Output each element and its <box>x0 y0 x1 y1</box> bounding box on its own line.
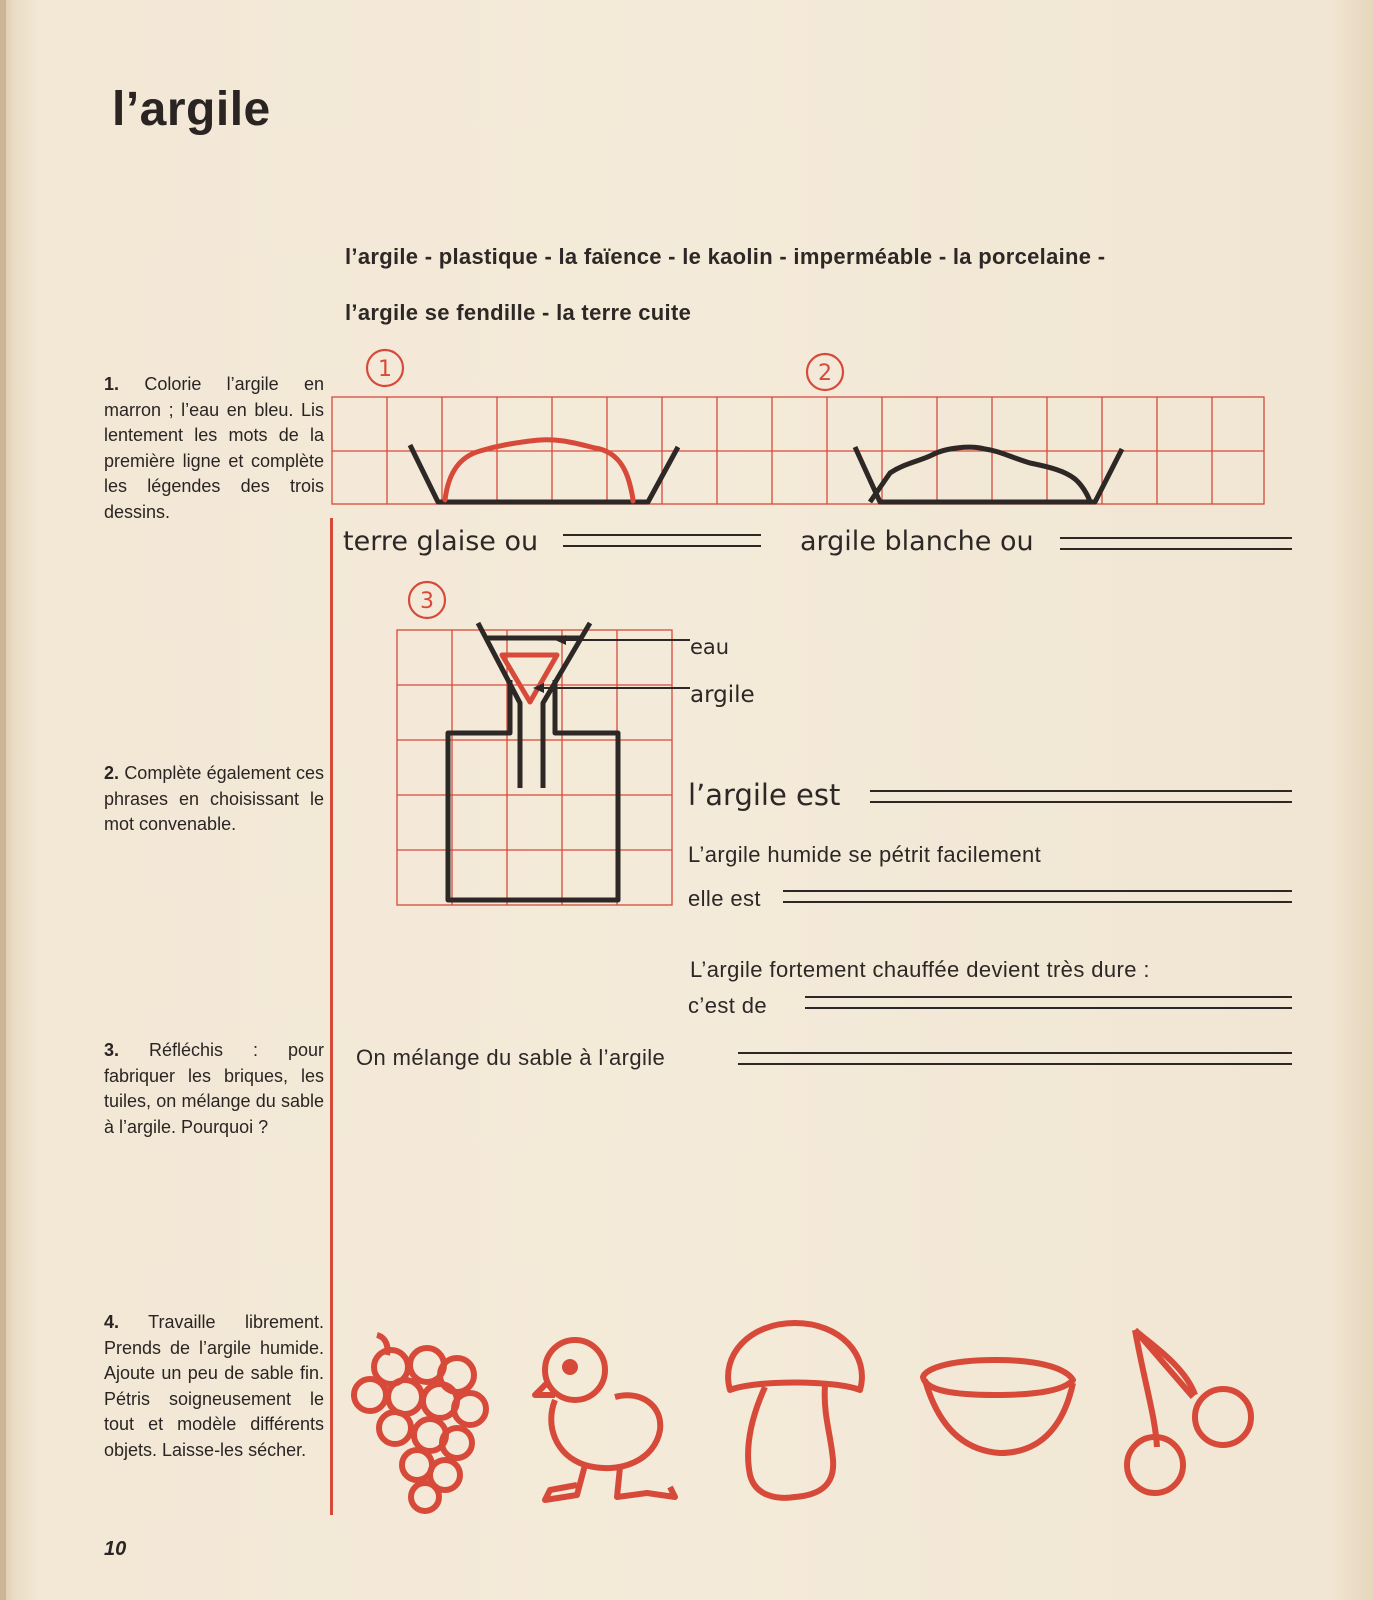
svg-text:2: 2 <box>818 361 832 386</box>
vocabulary-line-2: l’argile se fendille - la terre cuite <box>345 300 692 325</box>
instruction-number: 4. <box>104 1312 120 1332</box>
label-water: eau <box>690 635 730 659</box>
answer-line-6[interactable] <box>738 1052 1292 1065</box>
sentence-1: l’argile est <box>688 778 841 812</box>
instruction-number: 3. <box>104 1040 120 1060</box>
sentence-2a: L’argile humide se pétrit facilement <box>688 842 1042 867</box>
answer-line-4[interactable] <box>783 890 1292 903</box>
figure-1-number <box>367 350 403 386</box>
grapes-icon <box>354 1335 486 1511</box>
instruction-text: Travaille librement. Prends de l’argile humide. Ajoute un peu de sable fin. Pétris soigneusement le tout et modèle différents objets. Laisse-les sécher. <box>104 1312 324 1460</box>
svg-text:3: 3 <box>420 589 434 614</box>
sentence-3a: L’argile fortement chauffée devient très dure : <box>690 957 1150 982</box>
answer-line-5[interactable] <box>805 996 1292 1009</box>
basin-2 <box>855 447 1122 502</box>
label-clay: argile <box>690 682 755 708</box>
funnel <box>478 623 590 788</box>
margin-rule <box>330 518 333 1515</box>
figure-1-2-drawing <box>330 345 1270 515</box>
grid <box>332 397 1264 504</box>
cherries-icon <box>1127 1330 1251 1493</box>
figure-3-number <box>409 582 445 618</box>
answer-line-1[interactable] <box>563 534 761 547</box>
page-number: 10 <box>104 1538 127 1560</box>
figure-2-number <box>807 354 843 390</box>
instruction-number: 1. <box>104 374 120 394</box>
bowl-icon <box>923 1360 1073 1453</box>
instruction-text: Complète également ces phrases en choisissant le mot convenable. <box>104 763 324 834</box>
sentence-2b: elle est <box>688 886 761 911</box>
sentence-4: On mélange du sable à l’argile <box>356 1045 666 1070</box>
figure-1-caption: terre glaise ou <box>343 526 539 557</box>
chick-icon <box>535 1340 675 1500</box>
svg-text:1: 1 <box>378 357 392 382</box>
clay-lump-2 <box>870 447 1090 502</box>
vocabulary-line-1: l’argile - plastique - la faïence - le kaolin - imperméable - la porcelaine - <box>345 244 1106 269</box>
grid <box>397 630 672 905</box>
answer-line-2[interactable] <box>1060 537 1292 550</box>
clay-objects-row <box>345 1325 1275 1525</box>
instruction-text: Réfléchis : pour fabriquer les briques, les tuiles, on mélange du sable à l’argile. Pourquoi ? <box>104 1040 324 1137</box>
clay-lump-1 <box>445 440 633 501</box>
page-title: l’argile <box>112 83 271 136</box>
mushroom-icon <box>728 1323 862 1498</box>
answer-line-3[interactable] <box>870 790 1292 803</box>
instruction-4 <box>104 1310 324 1463</box>
instruction-text: Colorie l’argile en marron ; l’eau en bleu. Lis lentement les mots de la première ligne et complète les légendes des trois dessins. <box>104 374 324 522</box>
instruction-number: 2. <box>104 763 120 783</box>
bottle <box>448 680 618 900</box>
page-edge-shadow <box>0 0 6 1600</box>
instruction-1 <box>104 372 324 525</box>
sentence-3b: c’est de <box>688 993 768 1018</box>
instruction-3 <box>104 1038 324 1140</box>
figure-2-caption: argile blanche ou <box>800 526 1034 557</box>
instruction-2 <box>104 761 324 838</box>
